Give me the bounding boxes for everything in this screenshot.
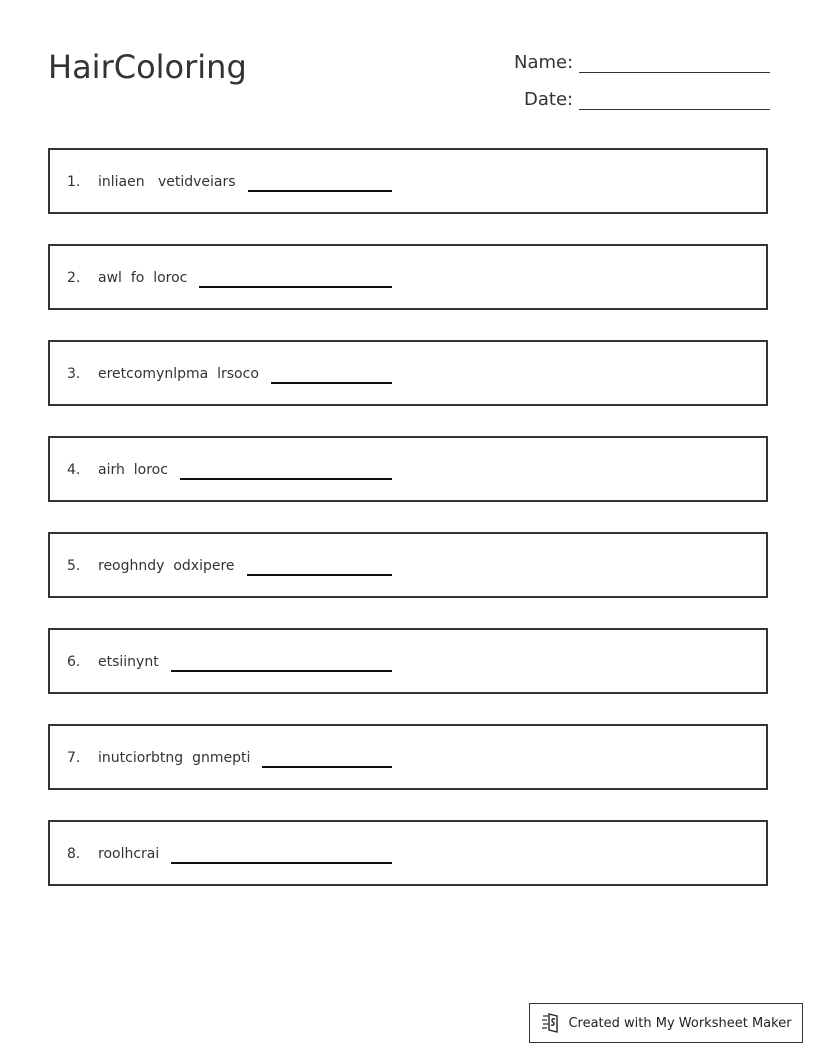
answer-line[interactable] xyxy=(171,670,392,672)
scrambled-word: inliaen vetidveiars xyxy=(98,174,236,190)
answer-line[interactable] xyxy=(171,862,392,864)
answer-line[interactable] xyxy=(247,574,392,576)
item-box-8 xyxy=(48,820,768,886)
scrambled-word: reoghndy odxipere xyxy=(98,558,235,574)
scrambled-word: airh loroc xyxy=(98,462,168,478)
scrambled-word: roolhcrai xyxy=(98,846,160,862)
date-line[interactable] xyxy=(579,108,770,110)
scrambled-word: inutciorbtng gnmepti xyxy=(98,750,251,766)
item-box-6 xyxy=(48,628,768,694)
worksheet-title: HairColoring xyxy=(48,48,247,86)
item-box-5 xyxy=(48,532,768,598)
footer-badge[interactable] xyxy=(529,1003,803,1043)
item-box-4 xyxy=(48,436,768,502)
item-number: 5. xyxy=(67,558,81,574)
scrambled-word: etsiinynt xyxy=(98,654,159,670)
item-box-2 xyxy=(48,244,768,310)
answer-line[interactable] xyxy=(180,478,392,480)
item-number: 7. xyxy=(67,750,81,766)
answer-line[interactable] xyxy=(262,766,392,768)
scrambled-word: eretcomynlpma lrsoco xyxy=(98,366,259,382)
item-number: 2. xyxy=(67,270,81,286)
scrambled-word: awl fo loroc xyxy=(98,270,188,286)
item-number: 8. xyxy=(67,846,81,862)
item-number: 6. xyxy=(67,654,81,670)
name-line[interactable] xyxy=(579,71,770,73)
item-number: 4. xyxy=(67,462,81,478)
name-label: Name: xyxy=(514,52,574,73)
date-label: Date: xyxy=(524,89,574,110)
worksheet-maker-logo-icon xyxy=(540,1012,562,1034)
name-field xyxy=(514,52,770,73)
item-box-7 xyxy=(48,724,768,790)
footer-text: Created with My Worksheet Maker xyxy=(568,1015,792,1031)
answer-line[interactable] xyxy=(199,286,392,288)
date-field xyxy=(524,89,770,110)
item-number: 3. xyxy=(67,366,81,382)
answer-line[interactable] xyxy=(248,190,392,192)
item-box-1 xyxy=(48,148,768,214)
answer-line[interactable] xyxy=(271,382,392,384)
item-box-3 xyxy=(48,340,768,406)
item-number: 1. xyxy=(67,174,81,190)
